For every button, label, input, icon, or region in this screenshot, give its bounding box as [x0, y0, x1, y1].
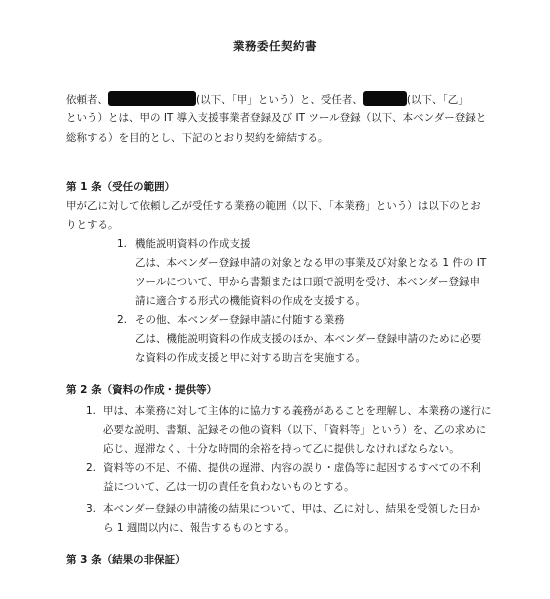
article-1-item-1-title: 機能説明資料の作成支援	[135, 238, 251, 250]
article-1-item-2-line-2: な資料の作成支援と甲に対する助言を実施する。	[135, 352, 366, 364]
preamble-part-1: 依頼者、	[66, 94, 108, 106]
preamble-part-3: (以下、「乙」	[406, 94, 469, 106]
article-1-intro-line-2: りとする。	[66, 219, 119, 231]
article-2-item-1-line-1: 甲は、本業務に対して主体的に協力する義務があることを理解し、本業務の遂行に	[103, 405, 492, 417]
article-1-item-2-number: 2.	[117, 314, 128, 326]
article-2-item-3-line-2: ら 1 週間以内に、報告するものとする。	[103, 522, 295, 534]
preamble-line-3: 総称する）を目的とし、下記のとおり契約を締結する。	[66, 132, 329, 144]
article-2-item-2-number: 2.	[86, 462, 97, 474]
article-1-item-1-line-3: 請に適合する形式の機能資料の作成を支援する。	[135, 295, 366, 307]
article-2-heading: 第 2 条（資料の作成・提供等）	[66, 384, 218, 396]
article-2-item-1-number: 1.	[86, 405, 97, 417]
article-1-item-2-line-1: 乙は、機能説明資料の作成支援のほか、本ベンダー登録申請のために必要	[135, 333, 482, 345]
preamble-line-2: という）とは、甲の IT 導入支援事業者登録及び IT ツール登録（以下、本ベンダー登録と	[66, 112, 487, 124]
article-1-item-2-title: その他、本ベンダー登録申請に付随する業務	[135, 314, 345, 326]
article-2-item-3-line-1: 本ベンダー登録の申請後の結果について、甲は、乙に対し、結果を受領した日か	[103, 503, 481, 515]
article-1-item-1-number: 1.	[117, 238, 128, 250]
article-1-item-1-line-1: 乙は、本ベンダー登録申請の対象となる甲の事業及び対象となる 1 件の IT	[135, 257, 487, 269]
article-1-item-1-line-2: ツールについて、甲から書類または口頭で説明を受け、本ベンダー登録申	[135, 276, 481, 288]
article-3-heading: 第 3 条（結果の非保証）	[66, 554, 186, 566]
preamble-part-2: (以下、「甲」という）と、受任者、	[196, 94, 363, 106]
article-2-item-2-line-2: 益について、乙は一切の責任を負わないものとする。	[103, 481, 355, 493]
redacted-contractor-name	[363, 91, 407, 106]
article-2-item-3-number: 3.	[86, 503, 97, 515]
redacted-client-name	[108, 91, 196, 106]
article-2-item-2-line-1: 資料等の不足、不備、提供の遅滞、内容の誤り・虚偽等に起因するすべての不利	[103, 462, 481, 474]
article-2-item-1-line-3: 応じ、遅滞なく、十分な時間的余裕を持って乙に提供しなければならない。	[103, 443, 460, 455]
article-1-intro-line-1: 甲が乙に対して依頼し乙が受任する業務の範囲（以下、「本業務」という）は以下のとお	[66, 200, 481, 212]
document-title: 業務委任契約書	[233, 39, 317, 53]
preamble-line-1	[66, 91, 469, 107]
article-1-heading: 第 1 条（受任の範囲）	[66, 181, 176, 193]
article-2-item-1-line-2: 必要な説明、書類、記録その他の資料（以下、「資料等」という）を、乙の求めに	[103, 424, 487, 436]
